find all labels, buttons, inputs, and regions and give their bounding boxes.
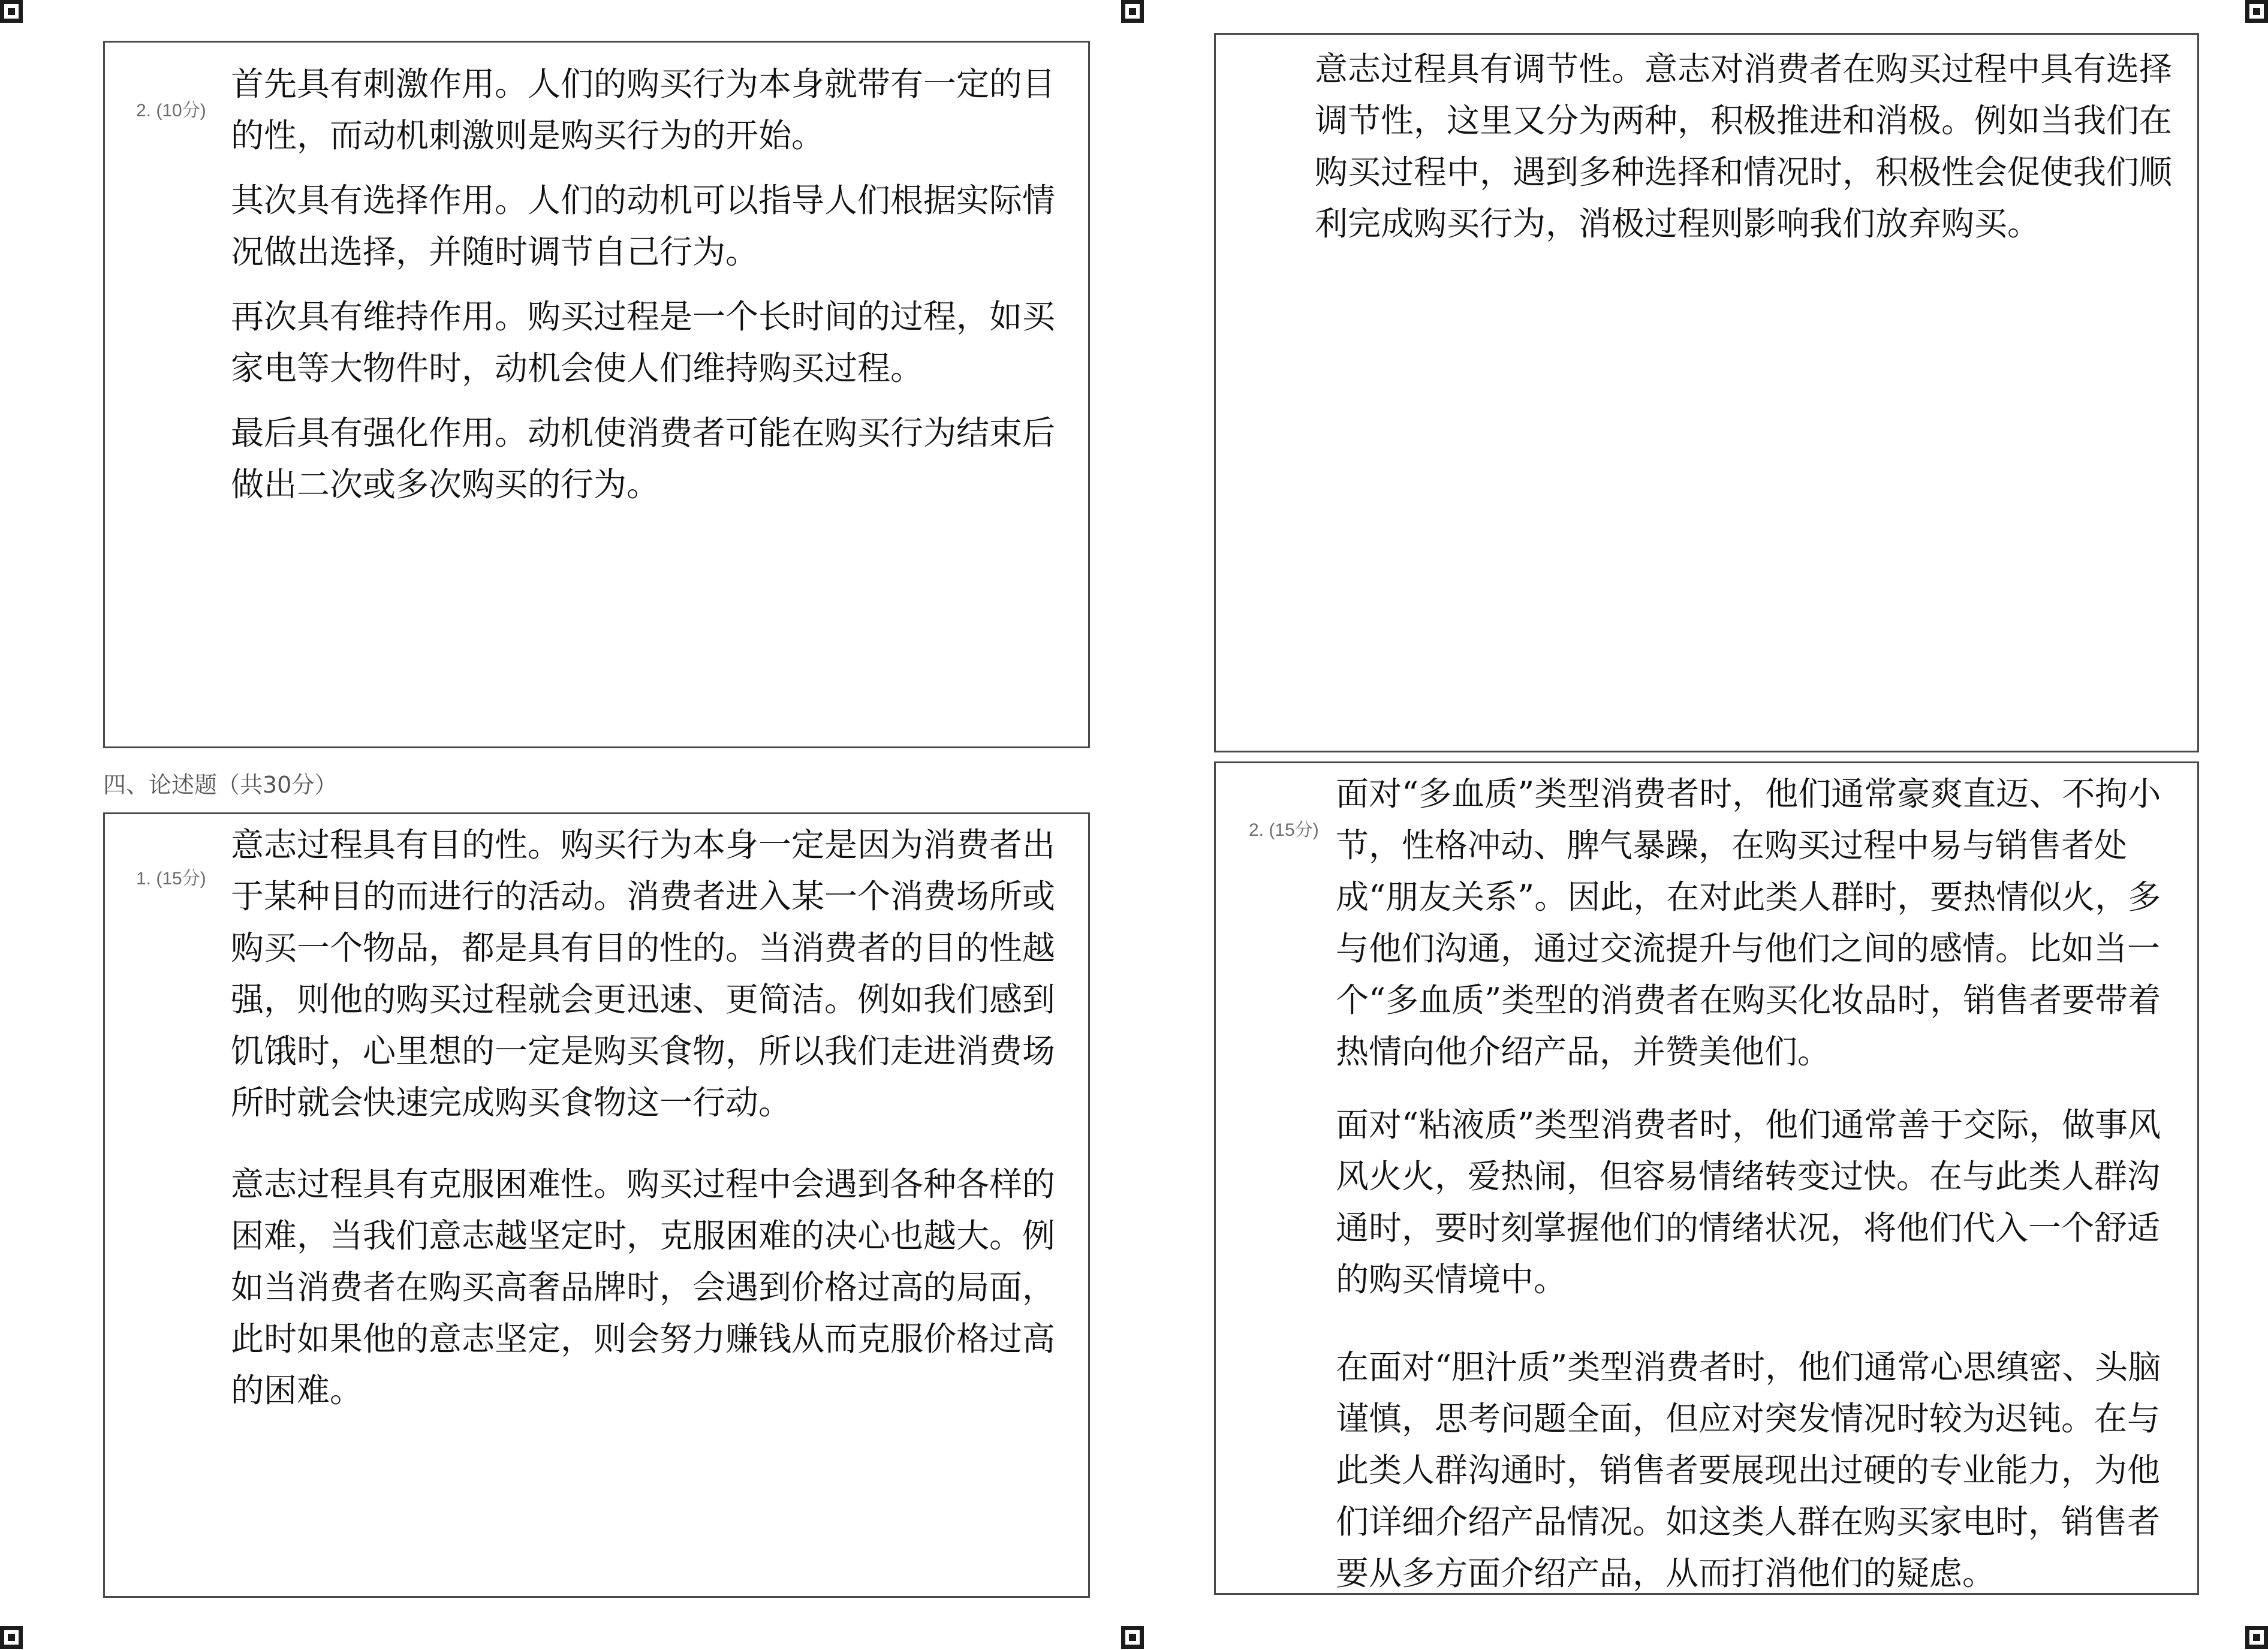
answer-paragraph: 在面对“胆汁质”类型消费者时，他们通常心思缜密、头脑谨慎，思考问题全面，但应对突发情况时较为迟钝。在与此类人群沟通时，销售者要展现出过硬的专业能力，为他们详细介绍产品情况。如这类人群在购买家电时，销售者要从多方面介绍产品，从而打消他们的疑虑。 [1336, 1348, 2161, 1592]
registration-marker-bottom-left [0, 1626, 23, 1649]
answer-paragraph: 面对“粘液质”类型消费者时，他们通常善于交际，做事风风火火，爱热闹，但容易情绪转变过快。在与此类人群沟通时，要时刻掌握他们的情绪状况，将他们代入一个舒适的购买情境中。 [1336, 1106, 2161, 1299]
answer-paragraph: 面对“多血质”类型消费者时，他们通常豪爽直迈、不拘小节，性格冲动、脾气暴躁，在购买过程中易与销售者处成“朋友关系”。因此，在对此类人群时，要热情似火，多与他们沟通，通过交流提升与他们之间的感情。比如当一个“多血质”类型的消费者在购买化妆品时，销售者要带着热情向他介绍产品，并赞美他们。 [1336, 775, 2161, 1071]
answer-box-essay-1-continued [1214, 33, 2199, 752]
handwritten-answer [231, 819, 1064, 1416]
answer-box-short-answer-2 [103, 41, 1090, 748]
registration-marker-bottom-right [2245, 1626, 2268, 1649]
answer-paragraph: 最后具有强化作用。动机使消费者可能在购买行为结束后做出二次或多次购买的行为。 [231, 414, 1056, 504]
section-heading-essay-questions: 四、论述题（共30分） [103, 772, 338, 798]
handwritten-answer [231, 58, 1064, 510]
answer-paragraph: 意志过程具有调节性。意志对消费者在购买过程中具有选择调节性，这里又分为两种，积极推进和消极。例如当我们在购买过程中，遇到多种选择和情况时，积极性会促使我们顺利完成购买行为，消极过程则影响我们放弃购买。 [1315, 50, 2173, 243]
answer-paragraph: 再次具有维持作用。购买过程是一个长时间的过程，如买家电等大物件时，动机会使人们维持购买过程。 [231, 297, 1056, 387]
registration-marker-top-middle [1121, 0, 1144, 23]
answer-box-essay-1 [103, 812, 1090, 1598]
registration-marker-top-right [2245, 0, 2268, 23]
registration-marker-bottom-middle [1121, 1626, 1144, 1649]
answer-box-essay-2 [1214, 761, 2199, 1595]
answer-paragraph: 首先具有刺激作用。人们的购买行为本身就带有一定的目的性，而动机刺激则是购买行为的开始。 [231, 65, 1056, 155]
handwritten-answer [1336, 768, 2181, 1599]
answer-paragraph: 意志过程具有目的性。购买行为本身一定是因为消费者出于某种目的而进行的活动。消费者进入某一个消费场所或购买一个物品，都是具有目的性的。当消费者的目的性越强，则他的购买过程就会更迅速、更简洁。例如我们感到饥饿时，心里想的一定是购买食物，所以我们走进消费场所时就会快速完成购买食物这一行动。 [231, 826, 1056, 1122]
registration-marker-top-left [0, 0, 23, 23]
question-score-label: 2. (15分) [1249, 820, 1319, 840]
handwritten-answer [1315, 43, 2172, 249]
answer-paragraph: 意志过程具有克服困难性。购买过程中会遇到各种各样的困难，当我们意志越坚定时，克服困难的决心也越大。例如当消费者在购买高奢品牌时，会遇到价格过高的局面，此时如果他的意志坚定，则会努力赚钱从而克服价格过高的困难。 [231, 1165, 1056, 1410]
answer-paragraph: 其次具有选择作用。人们的动机可以指导人们根据实际情况做出选择，并随时调节自己行为。 [231, 181, 1056, 271]
question-score-label: 2. (10分) [136, 101, 206, 121]
question-score-label: 1. (15分) [136, 869, 206, 889]
